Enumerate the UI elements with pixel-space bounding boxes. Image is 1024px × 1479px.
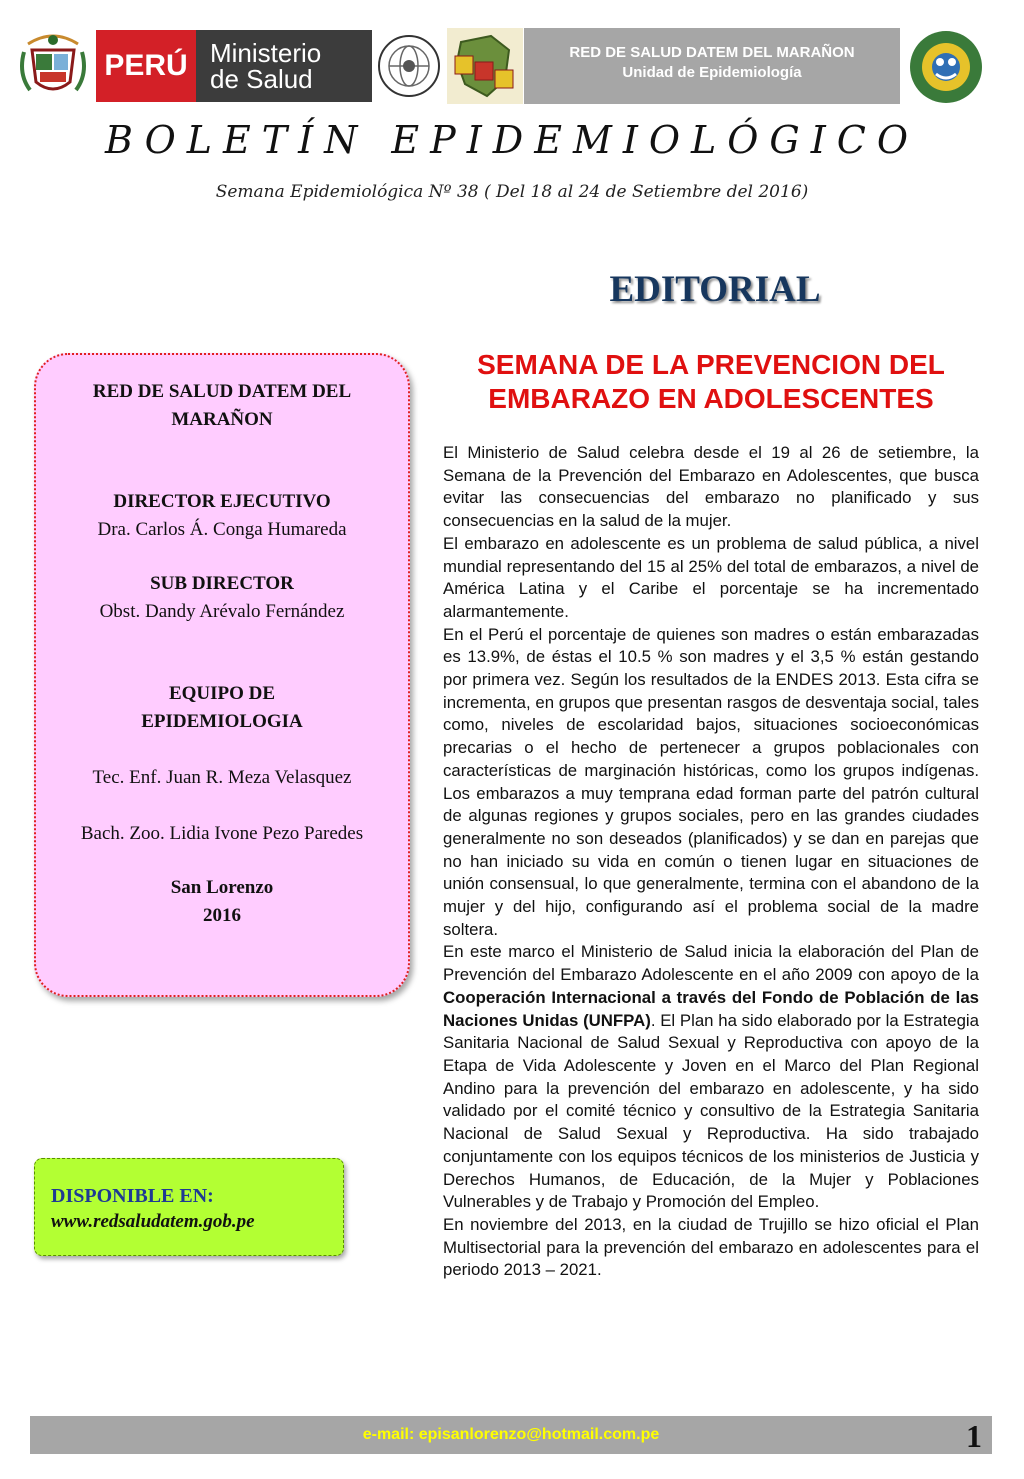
subdirector-title: SUB DIRECTOR [150,573,294,594]
footer-bar [30,1416,992,1454]
team-line1: EQUIPO DE [168,683,276,704]
editorial-heading: EDITORIAL [609,269,821,310]
ministerio-de-salud-logo [196,30,372,102]
article-heading: SEMANA DE LA PREVENCION DEL EMBARAZO EN ADOLESCENTES [477,349,945,414]
subdirector-name: Obst. Dandy Arévalo Fernández [99,601,345,622]
org-line2: MARAÑON [171,409,273,430]
peru-coat-of-arms-icon [18,30,88,102]
staff-info-box [34,353,410,997]
unfpa-highlight: Cooperación Internacional a través del Fondo de Población de las Naciones Unidas (UNFPA) [443,987,979,1030]
peru-logo [96,30,196,102]
article-paragraph-4 [443,941,979,1213]
header-banner [524,28,900,104]
article-paragraph-3: En el Perú el porcentaje de quienes son madres o están embarazadas es 13.9%, de éstas el 10.5 % son madres y el 3,5 % están gestando por primera vez. Según los resultados de la ENDES 2013. Esta cifra se incrementa, en grupos que presentan rasgos de desventaja social, tales como, niveles de escolaridad bajos, situaciones socioeconómicas precarias o el hecho de pertenecer a grupos poblacionales con características de marginación históricas, como los grupos indígenas. Los embarazos a muy temprana edad forman parte del patrón cultural de algunas regiones y grupos sociales, pero en las grandes ciudades generalmente no son deseados (planificados) y se dan en parejas que no han iniciado su vida en común o tienen lugar en situaciones de unión consensual, lo que generalmente, termina con el abandono de la mujer y del hijo, configurando así el problema social de la madre soltera. [443,624,979,939]
banner-unit: Unidad de Epidemiología [622,64,802,81]
article-body [443,442,979,1282]
bulletin-title: BOLETÍN EPIDEMIOLÓGICO [104,118,920,162]
minsa-line2: de Salud [210,64,313,94]
footer-email[interactable]: e-mail: episanlorenzo@hotmail.com.pe [362,1426,660,1443]
peru-logo-text: PERÚ [104,49,188,82]
team-member-1: Tec. Enf. Juan R. Meza Velasquez [92,767,352,788]
team-member-2: Bach. Zoo. Lidia Ivone Pezo Paredes [80,823,364,844]
paragraph-4-start: En este marco el Ministerio de Salud inicia la elaboración del Plan de Prevención del Embarazo Adolescente en el año 2009 con apoyo de la [443,942,979,985]
year: 2016 [203,905,241,926]
team-line2: EPIDEMIOLOGIA [141,711,303,732]
red-salud-datem-logo-icon [904,28,988,106]
banner-org: RED DE SALUD DATEM DEL MARAÑON [569,44,855,61]
website-link[interactable]: www.redsaludatem.gob.pe [51,1211,255,1232]
dge-logo-icon [447,28,523,104]
availability-label: DISPONIBLE EN: [51,1185,214,1207]
paragraph-4-end: . El Plan ha sido elaborado por la Estrategia Sanitaria Nacional de Salud Sexual y Reproductiva con apoyo de la Etapa de Vida Adolescente y Joven en el Marco del Plan Regional Andino para la prevención del embarazo en adolescente, y ha sido validado por el comité técnico y consultivo de la Estrategia Sanitaria Nacional de Salud Sexual y Reproductiva. Ha sido trabajado conjuntamente con los equipos técnicos de los ministerios de Justicia y Derechos Humanos, de Educación, de la Mujer y Poblaciones Vulnerables y de Trabajo y Promoción del Empleo. [443,1010,979,1212]
article-paragraph-2: El embarazo en adolescente es un problema de salud pública, a nivel mundial representando del 15 al 25% del total de embarazos, a nivel de América Latina y el Caribe el porcentaje se ha incrementado alarmantemente. [443,533,979,621]
minsa-line1: Ministerio [210,38,322,68]
availability-box [34,1158,344,1256]
place: San Lorenzo [170,877,274,898]
page-number: 1 [966,1418,982,1454]
director-title: DIRECTOR EJECUTIVO [113,491,331,512]
org-line1: RED DE SALUD DATEM DEL [92,381,352,402]
renace-logo-icon [376,28,442,104]
article-paragraph-1: El Ministerio de Salud celebra desde el 19 al 26 de setiembre, la Semana de la Prevención del Embarazo en Adolescentes, que busca evitar las consecuencias del embarazo no planificado y sus consecuencias en la salud de la mujer. [443,443,979,531]
epidemiological-week: Semana Epidemiológica Nº 38 ( Del 18 al 24 de Setiembre del 2016) [215,182,809,202]
director-name: Dra. Carlos Á. Conga Humareda [97,519,347,540]
article-paragraph-5: En noviembre del 2013, en la ciudad de Trujillo se hizo oficial el Plan Multisectorial para la prevención del embarazo en adolescentes para el periodo 2013 – 2021. [443,1214,979,1280]
